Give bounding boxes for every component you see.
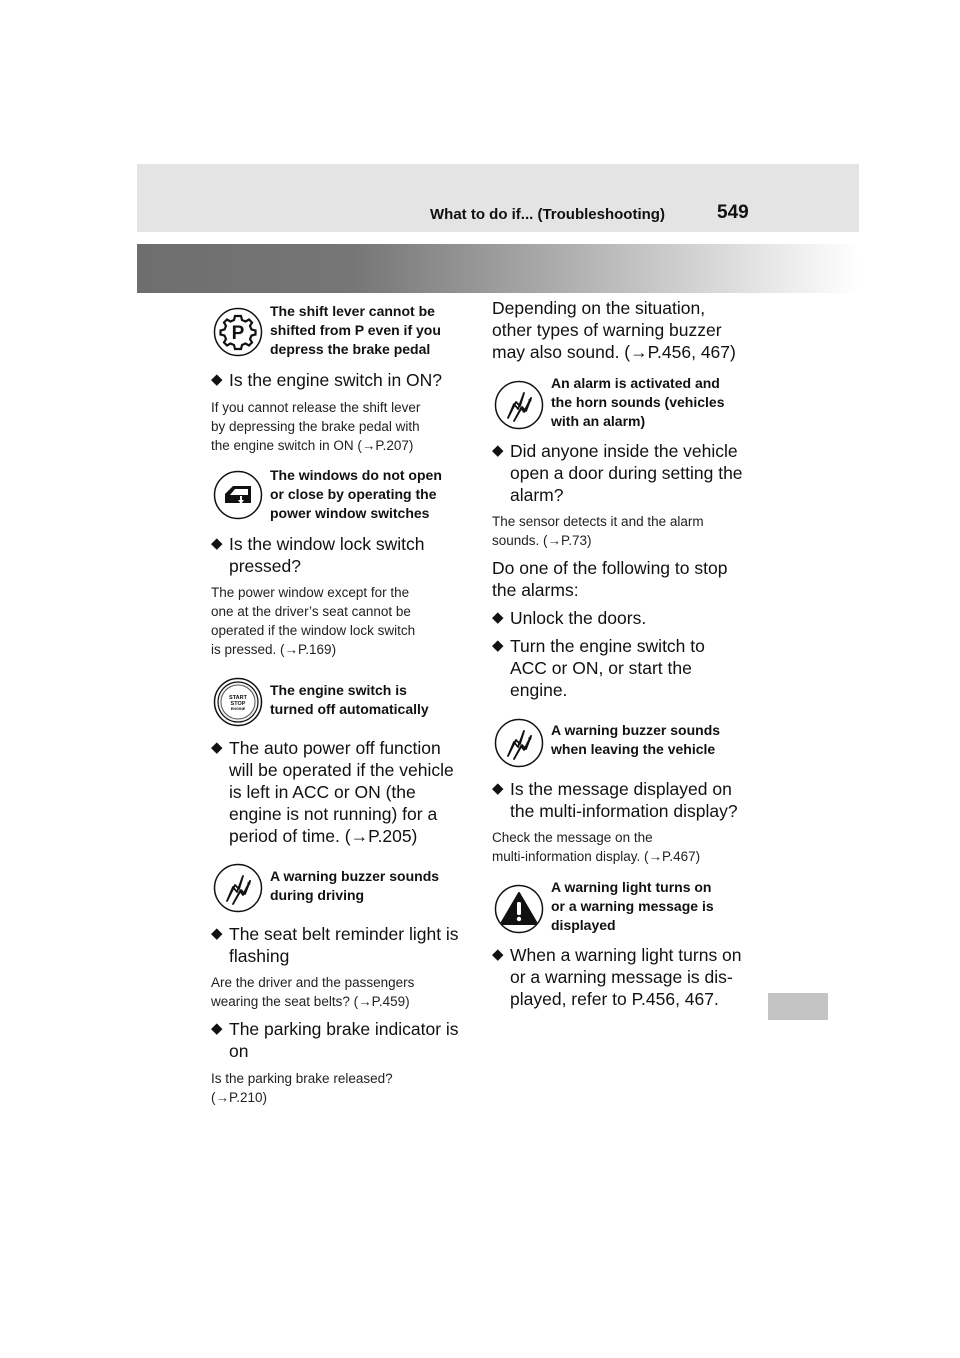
power-window-switch-icon	[213, 470, 263, 520]
section-title-warning-light	[551, 878, 714, 935]
bullet-auto-power-off	[211, 737, 469, 847]
note-line: is pressed. (→P.169)	[211, 642, 337, 657]
shift-lever-p-icon	[213, 307, 263, 357]
note-line: Are the driver and the passengers	[211, 975, 415, 990]
title-line: The engine switch is	[270, 682, 407, 698]
bullet-door-opened	[492, 440, 750, 506]
title-line: depress the brake pedal	[270, 341, 431, 357]
bullet-line: is left in ACC or ON (the	[229, 782, 416, 802]
warning-triangle-icon	[494, 884, 544, 934]
bullet-line: on	[229, 1041, 249, 1061]
title-line: or close by operating the	[270, 486, 437, 502]
warning-buzzer-icon	[213, 863, 263, 913]
note-parking-brake	[211, 1069, 471, 1107]
intro-paragraph	[492, 297, 752, 363]
title-line: The shift lever cannot be	[270, 303, 435, 319]
icon-label: START	[229, 695, 247, 701]
bullet-line: ◆ Did anyone inside the vehicle	[510, 441, 738, 461]
para-line: Depending on the situation,	[492, 298, 706, 318]
bullet-window-lock-switch	[211, 533, 469, 577]
bullet-line: engine.	[510, 680, 568, 700]
bullet-line: pressed?	[229, 556, 301, 576]
note-power-window	[211, 583, 471, 659]
note-line: one at the driver’s seat cannot be	[211, 604, 411, 619]
title-line: A warning buzzer sounds	[551, 722, 721, 738]
bullet-message-displayed	[492, 778, 750, 822]
note-line: The power window except for the	[211, 585, 410, 600]
section-title-buzzer-leaving	[551, 721, 720, 759]
note-line: the engine switch in ON (→P.207)	[211, 438, 414, 453]
page-header-title: What to do if... (Troubleshooting)	[430, 206, 665, 223]
title-line: An alarm is activated and	[551, 375, 720, 391]
note-line: (→P.210)	[211, 1090, 268, 1105]
icon-label: ENGINE	[230, 707, 246, 711]
bullet-line: ◆ Is the message displayed on	[510, 779, 732, 799]
title-line: A warning buzzer sounds	[270, 868, 440, 884]
note-line: multi-information display. (→P.467)	[492, 849, 701, 864]
bullet-line: ◆ When a warning light turns on	[510, 945, 742, 965]
note-line: wearing the seat belts? (→P.459)	[211, 994, 410, 1009]
bullet-line: the multi-information display?	[510, 801, 738, 821]
section-title-windows	[270, 466, 442, 523]
bullet-line: ACC or ON, or start the	[510, 658, 692, 678]
note-shift-lever	[211, 398, 471, 455]
bullet-turn-engine-switch	[492, 635, 750, 701]
title-line: the horn sounds (vehicles	[551, 394, 725, 410]
title-line: turned off automatically	[270, 701, 429, 717]
bullet-line: played, refer to P.456, 467.	[510, 989, 719, 1009]
section-title-alarm	[551, 374, 724, 431]
svg-text:P: P	[231, 323, 245, 344]
bullet-line: will be operated if the vehicle	[229, 760, 454, 780]
note-line: Is the parking brake released?	[211, 1071, 393, 1086]
title-line: power window switches	[270, 505, 430, 521]
bullet-line: ◆ The parking brake indicator is	[229, 1019, 459, 1039]
section-title-shift-lever	[270, 302, 441, 359]
note-seat-belts	[211, 973, 471, 1011]
title-line: displayed	[551, 917, 616, 933]
chapter-side-tab	[768, 993, 828, 1020]
note-line: Check the message on the	[492, 830, 653, 845]
start-stop-engine-icon	[213, 677, 263, 727]
bullet-seat-belt-reminder	[211, 923, 469, 967]
note-line: by depressing the brake pedal with	[211, 419, 420, 434]
alarm-buzzer-icon	[494, 380, 544, 430]
note-line: sounds. (→P.73)	[492, 533, 592, 548]
title-line: A warning light turns on	[551, 879, 712, 895]
note-sensor	[492, 512, 752, 550]
bullet-line: ◆ Is the window lock switch	[229, 534, 425, 554]
bullet-parking-brake	[211, 1018, 469, 1062]
bullet-line: ◆ The auto power off function	[229, 738, 441, 758]
title-line: or a warning message is	[551, 898, 714, 914]
section-title-engine-switch	[270, 681, 429, 719]
bullet-line: engine is not running) for a	[229, 804, 438, 824]
section-title-buzzer-driving	[270, 867, 439, 905]
bullet-line: ◆ Turn the engine switch to	[510, 636, 705, 656]
title-line: when leaving the vehicle	[551, 741, 716, 757]
bullet-line: alarm?	[510, 485, 564, 505]
leaving-buzzer-icon	[494, 718, 544, 768]
bullet-engine-switch-on: ◆ Is the engine switch in ON?	[211, 369, 469, 391]
stop-alarm-paragraph	[492, 557, 752, 601]
bullet-line: open a door during setting the	[510, 463, 743, 483]
bullet-line: period of time. (→P.205)	[229, 826, 418, 846]
page-number: 549	[717, 202, 749, 223]
note-line: If you cannot release the shift lever	[211, 400, 421, 415]
title-line: during driving	[270, 887, 365, 903]
bullet-warning-light-on	[492, 944, 750, 1010]
bullet-unlock-doors: ◆ Unlock the doors.	[492, 607, 750, 629]
title-line: with an alarm)	[551, 413, 646, 429]
para-line: the alarms:	[492, 580, 579, 600]
section-gradient-bar	[137, 244, 859, 293]
note-line: The sensor detects it and the alarm	[492, 514, 704, 529]
title-line: shifted from P even if you	[270, 322, 441, 338]
note-check-message	[492, 828, 752, 866]
bullet-line: or a warning message is dis-	[510, 967, 733, 987]
bullet-line: ◆ The seat belt reminder light is	[229, 924, 459, 944]
para-line: Do one of the following to stop	[492, 558, 728, 578]
bullet-line: flashing	[229, 946, 290, 966]
para-line: other types of warning buzzer	[492, 320, 722, 340]
title-line: The windows do not open	[270, 467, 442, 483]
icon-label: STOP	[230, 701, 246, 707]
note-line: operated if the window lock switch	[211, 623, 416, 638]
para-line: may also sound. (→P.456, 467)	[492, 342, 736, 362]
